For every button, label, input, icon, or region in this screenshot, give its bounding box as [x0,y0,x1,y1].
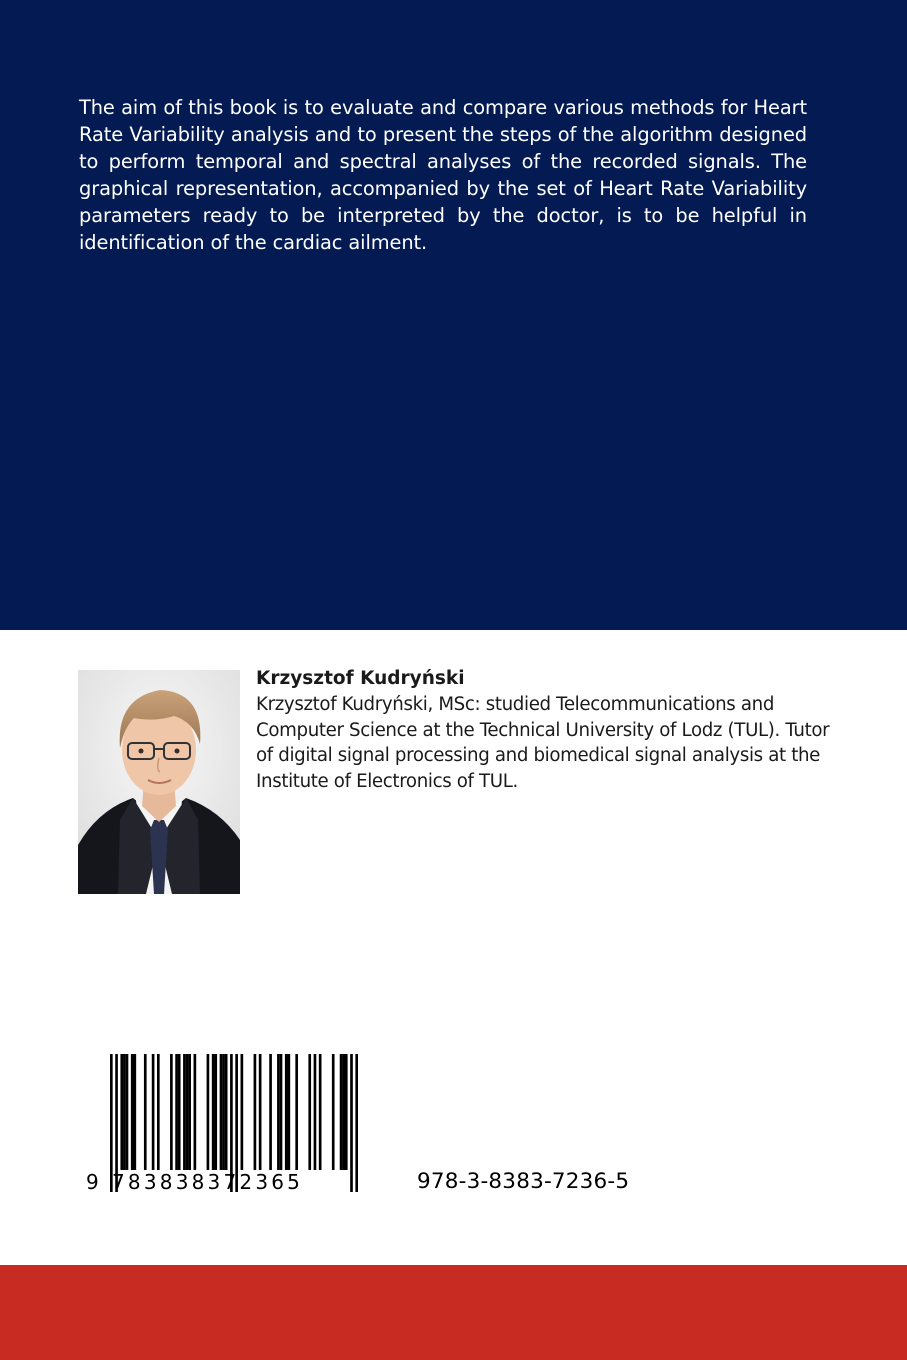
cover-top-band [0,0,907,630]
barcode-bar [350,1054,353,1192]
barcode-bar [295,1054,298,1170]
barcode-bar [225,1054,228,1170]
barcode-bar [144,1054,147,1170]
barcode-digits: 783838372365 [112,1170,304,1194]
barcode-bar [123,1054,126,1170]
barcode-bar [254,1054,257,1170]
barcode-bar [170,1054,173,1170]
barcode-first-digit: 9 [86,1170,99,1194]
barcode-bar [214,1054,217,1170]
barcode-bar [308,1054,311,1170]
barcode-bar [269,1054,272,1170]
barcode-bar [152,1054,155,1170]
barcode-bar [342,1054,345,1170]
barcode-bar [120,1054,123,1170]
author-bio: Krzysztof Kudryński, MSc: studied Telecommunications and Computer Science at the Technical University of Lodz (TUL). Tutor of digital signal processing and biomedical signal analysis at the Institute of Electronics of TUL. [256,694,830,792]
barcode-bar [175,1054,178,1170]
barcode-bar [194,1054,197,1170]
barcode-bar [340,1054,343,1170]
barcode-bar [345,1054,348,1170]
barcode-bar [259,1054,262,1170]
barcode-bar [332,1054,335,1170]
barcode-bar [178,1054,181,1170]
barcode-bar [285,1054,288,1170]
barcode-bar [186,1054,189,1170]
barcode-bar [188,1054,191,1170]
barcode-bar [277,1054,280,1170]
barcode-bar [212,1054,215,1170]
barcode-bar [207,1054,210,1170]
author-name: Krzysztof Kudryński [256,668,465,689]
barcode-bar [220,1054,223,1170]
barcode-bar [126,1054,129,1170]
barcode-bar [222,1054,225,1170]
barcode-bar [183,1054,186,1170]
barcode-bar [241,1054,244,1170]
isbn-number: 978-3-8383-7236-5 [417,1169,630,1194]
book-description: The aim of this book is to evaluate and compare various methods for Heart Rate Variability analysis and to present the steps of the algorithm designed to perform temporal and spectral analyses of the recorded signals. The graphical representation, accompanied by the set of Heart Rate Variability parameters ready to be interpreted by the doctor, is to be helpful in identification of the cardiac ailment. [79,96,807,254]
barcode-bar [314,1054,317,1170]
barcode-bar [288,1054,291,1170]
barcode-bar [280,1054,283,1170]
barcode-bar [133,1054,136,1170]
cover-bottom-band [0,1265,907,1360]
author-portrait-illustration [78,670,240,894]
author-photo [78,670,240,894]
barcode-bar [157,1054,160,1170]
barcode-bar [355,1054,358,1192]
barcode-bar [131,1054,134,1170]
barcode-bar [319,1054,322,1170]
